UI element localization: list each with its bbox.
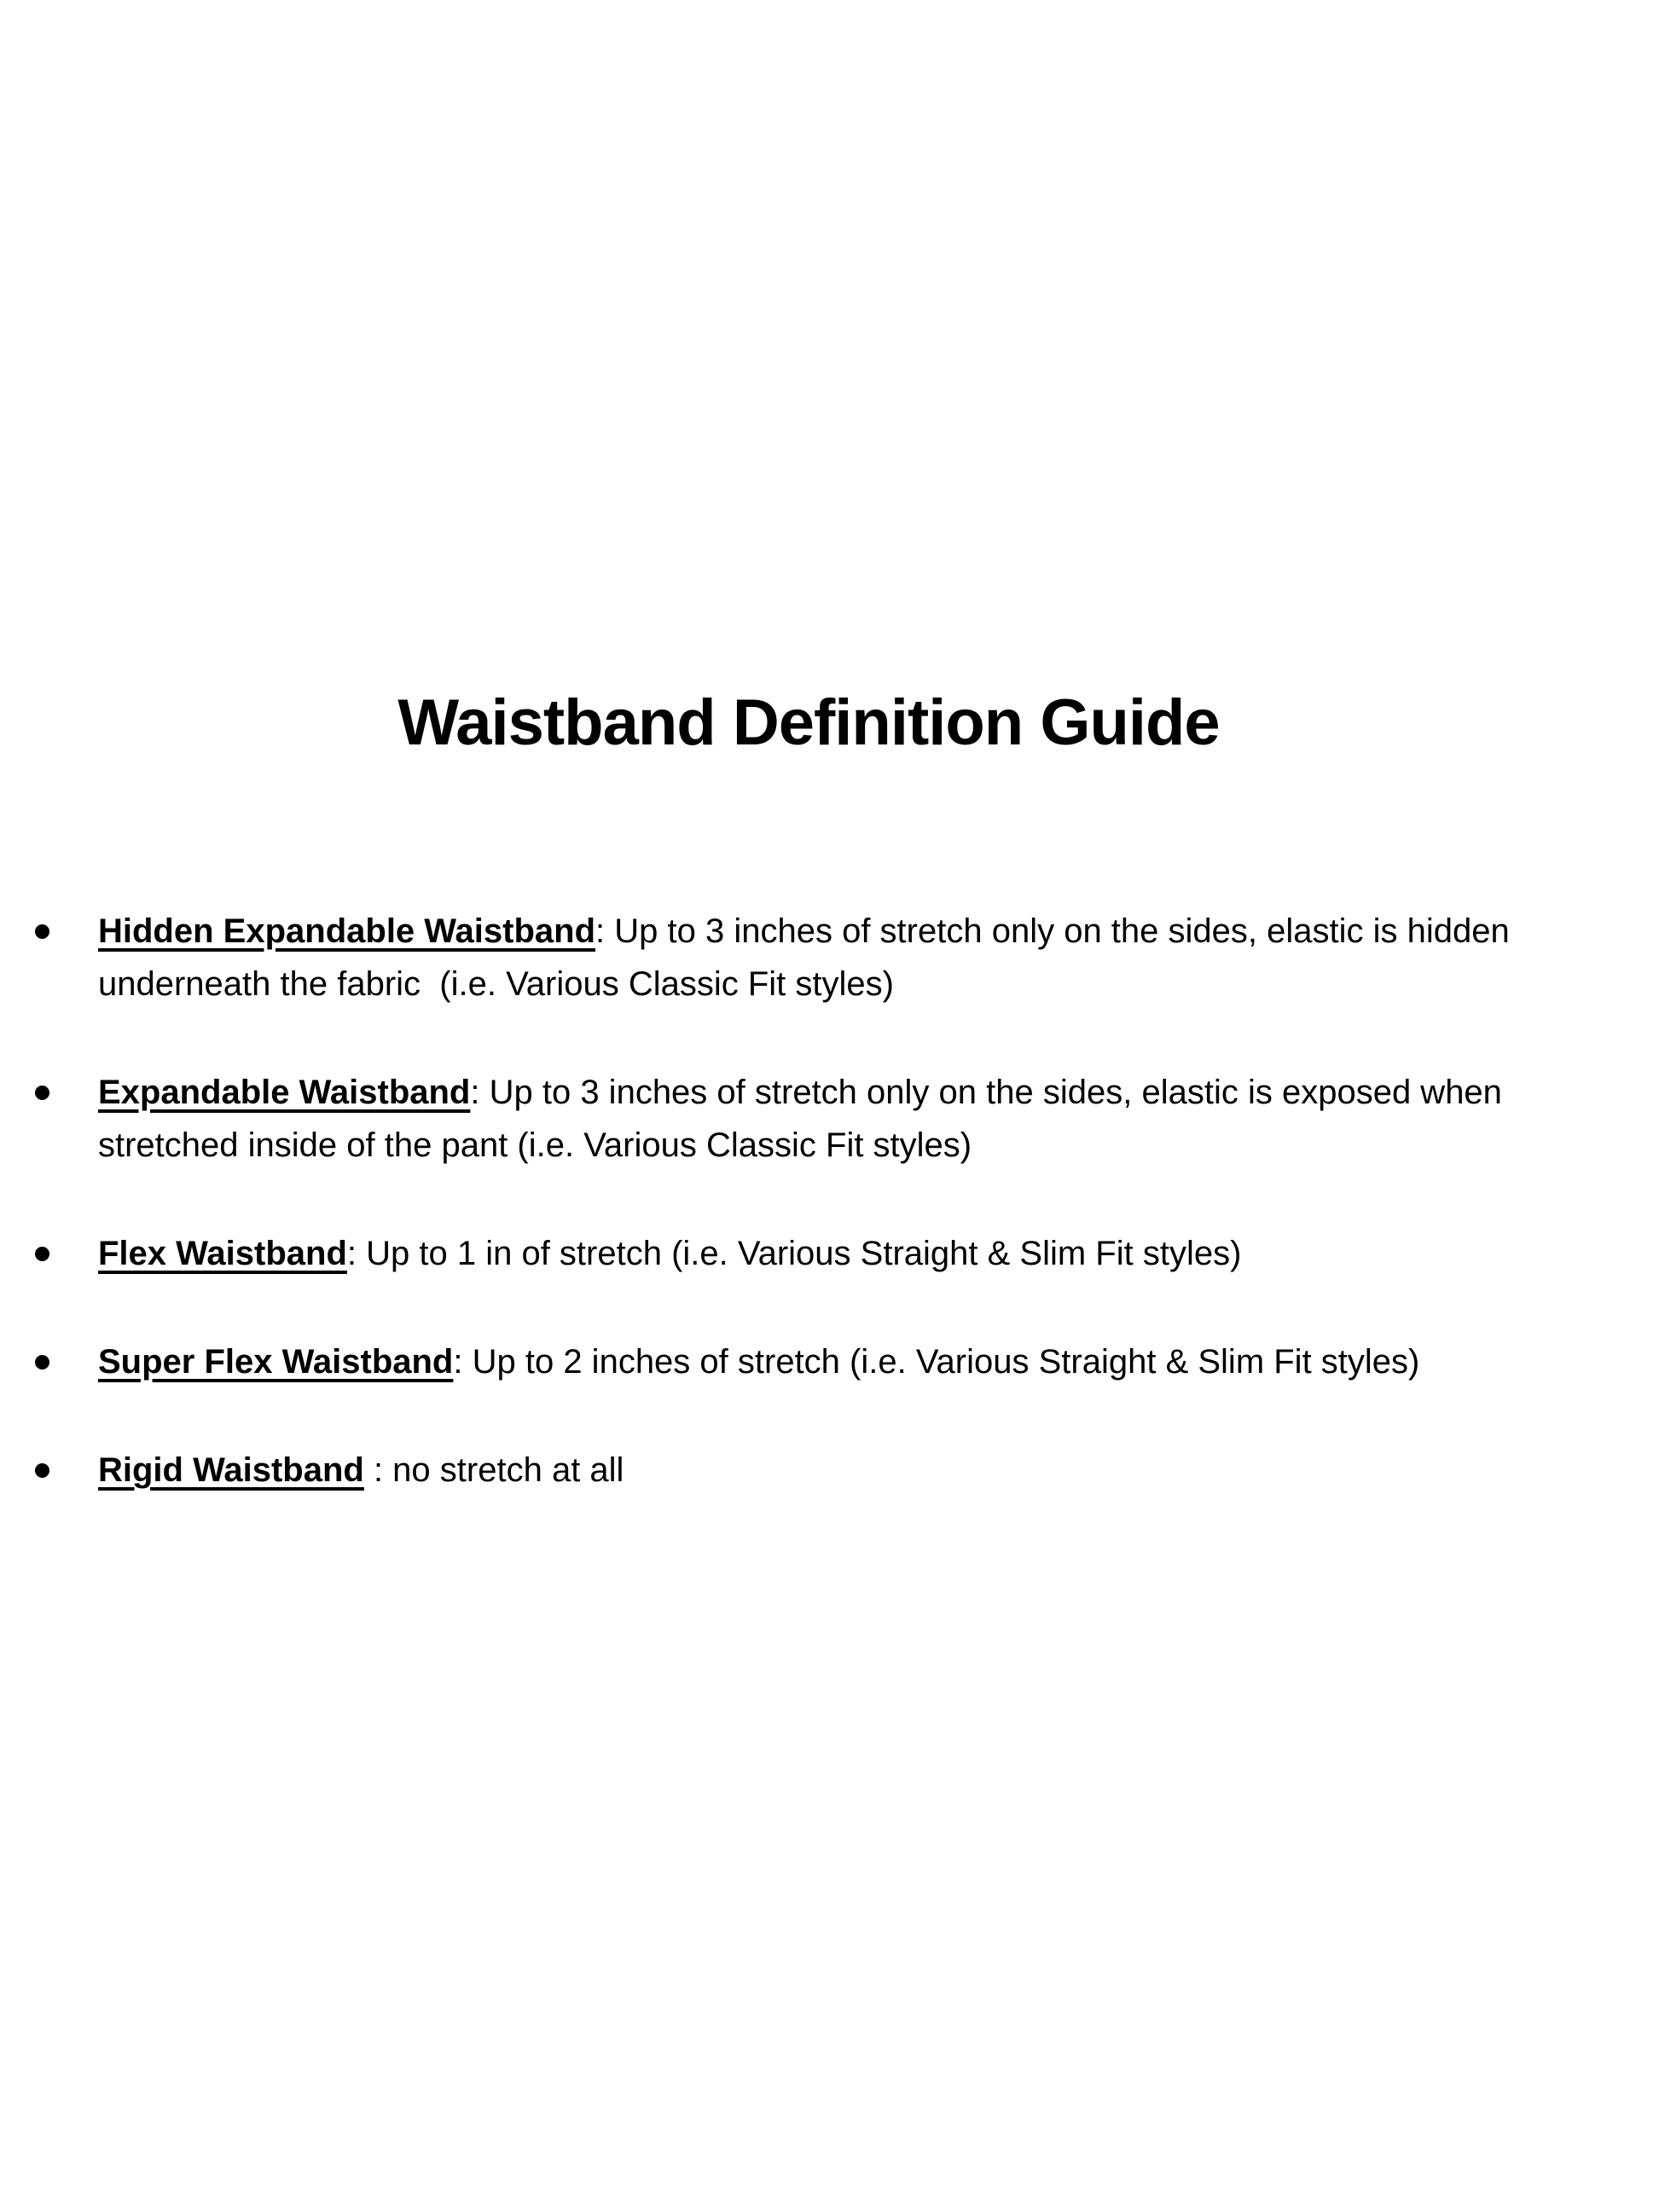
definition-list bbox=[0, 905, 1659, 1497]
bullet-icon bbox=[35, 1086, 49, 1100]
definition-text bbox=[98, 1335, 1419, 1388]
bullet-icon bbox=[35, 1463, 49, 1478]
definition-body: : no stretch at all bbox=[363, 1451, 624, 1489]
definition-line bbox=[98, 1066, 1502, 1119]
term-label: Flex Waistband bbox=[98, 1235, 347, 1272]
definition-line bbox=[98, 1227, 1241, 1280]
bullet-icon bbox=[35, 924, 49, 939]
definition-text bbox=[98, 1066, 1502, 1172]
definition-text bbox=[98, 1227, 1241, 1280]
definition-body: : Up to 2 inches of stretch (i.e. Various Straight & Slim Fit styles) bbox=[453, 1343, 1420, 1381]
bullet-icon bbox=[35, 1355, 49, 1369]
definition-item-hidden-expandable-waistband bbox=[0, 905, 1659, 1010]
definition-line bbox=[98, 905, 1510, 958]
definition-continuation: stretched inside of the pant (i.e. Various Classic Fit styles) bbox=[98, 1126, 972, 1164]
page-title: Waistband Definition Guide bbox=[397, 686, 1220, 759]
definition-body: : Up to 3 inches of stretch only on the sides, elastic is exposed when bbox=[470, 1074, 1502, 1111]
definition-body: : Up to 3 inches of stretch only on the sides, elastic is hidden bbox=[595, 912, 1510, 950]
definition-text bbox=[98, 1444, 624, 1497]
term-label: Super Flex Waistband bbox=[98, 1343, 454, 1381]
definition-item-expandable-waistband bbox=[0, 1066, 1659, 1172]
definition-body: : Up to 1 in of stretch (i.e. Various Straight & Slim Fit styles) bbox=[346, 1235, 1242, 1272]
term-label: Hidden Expandable Waistband bbox=[98, 912, 596, 950]
definition-line bbox=[98, 1444, 624, 1497]
definition-continuation: underneath the fabric (i.e. Various Classic Fit styles) bbox=[98, 965, 894, 1003]
definition-line bbox=[98, 1335, 1419, 1388]
definition-item-flex-waistband bbox=[0, 1227, 1659, 1280]
definition-item-super-flex-waistband bbox=[0, 1335, 1659, 1388]
definition-item-rigid-waistband bbox=[0, 1444, 1659, 1497]
term-label: Rigid Waistband bbox=[98, 1451, 364, 1489]
bullet-icon bbox=[35, 1247, 49, 1261]
definition-text bbox=[98, 905, 1510, 1010]
term-label: Expandable Waistband bbox=[98, 1074, 471, 1111]
